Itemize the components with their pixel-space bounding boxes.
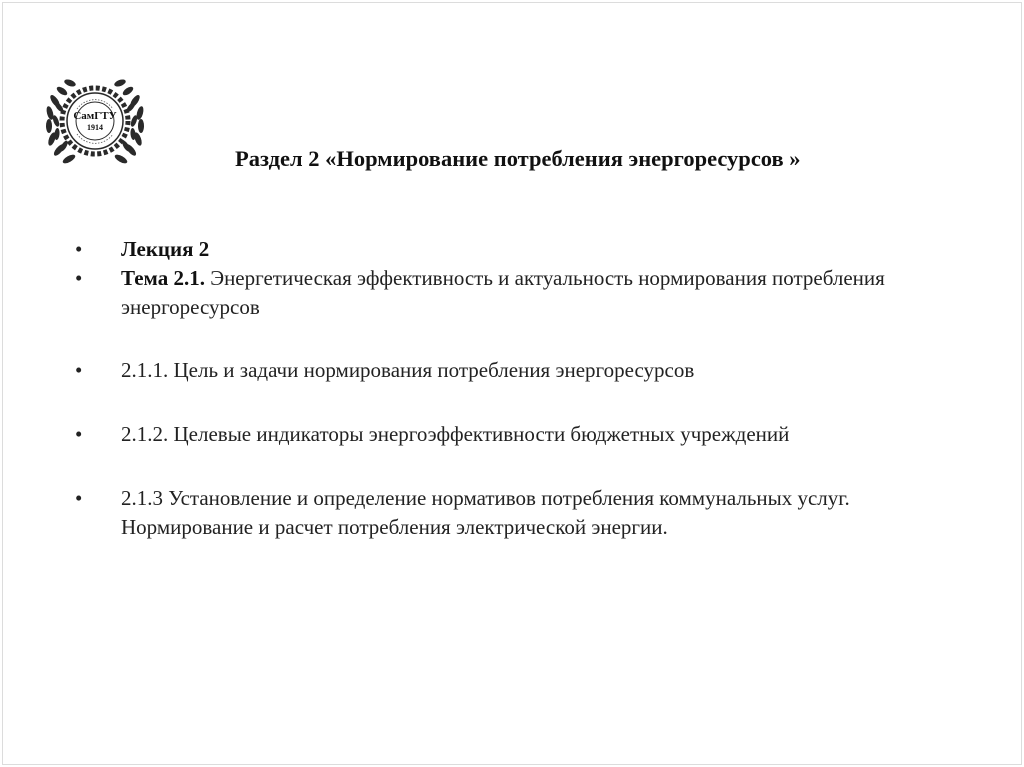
topic-text: Энергетическая эффективность и актуальность нормирования потребления энергоресурсов — [121, 266, 885, 319]
bullet-icon: • — [75, 422, 83, 446]
subtopic-text: 2.1.2. Целевые индикаторы энергоэффективности бюджетных учреждений — [121, 422, 790, 446]
slide — [2, 2, 1022, 765]
laurel-wreath-icon — [37, 61, 153, 177]
topic-list — [75, 235, 985, 542]
bullet-icon: • — [75, 237, 83, 261]
university-emblem-logo — [37, 61, 153, 177]
topic-label: Тема 2.1. — [121, 266, 205, 290]
subtopic-text: 2.1.1. Цель и задачи нормирования потребления энергоресурсов — [121, 358, 695, 382]
list-item — [75, 484, 985, 542]
lecture-label: Лекция 2 — [121, 237, 210, 261]
subtopic-text: 2.1.3 Установление и определение нормативов потребления коммунальных услуг. Нормирование и расчет потребления электрической энергии. — [121, 486, 850, 539]
bullet-icon: • — [75, 266, 83, 290]
section-title: Раздел 2 «Нормирование потребления энергоресурсов » — [235, 146, 801, 171]
bullet-icon: • — [75, 358, 83, 382]
bullet-icon: • — [75, 486, 83, 510]
list-item — [75, 356, 985, 385]
logo-text-top: СамГТУ — [73, 110, 117, 122]
logo-text-year: 1914 — [87, 123, 103, 132]
list-item — [75, 235, 985, 264]
list-item — [75, 264, 985, 322]
list-item — [75, 420, 985, 449]
